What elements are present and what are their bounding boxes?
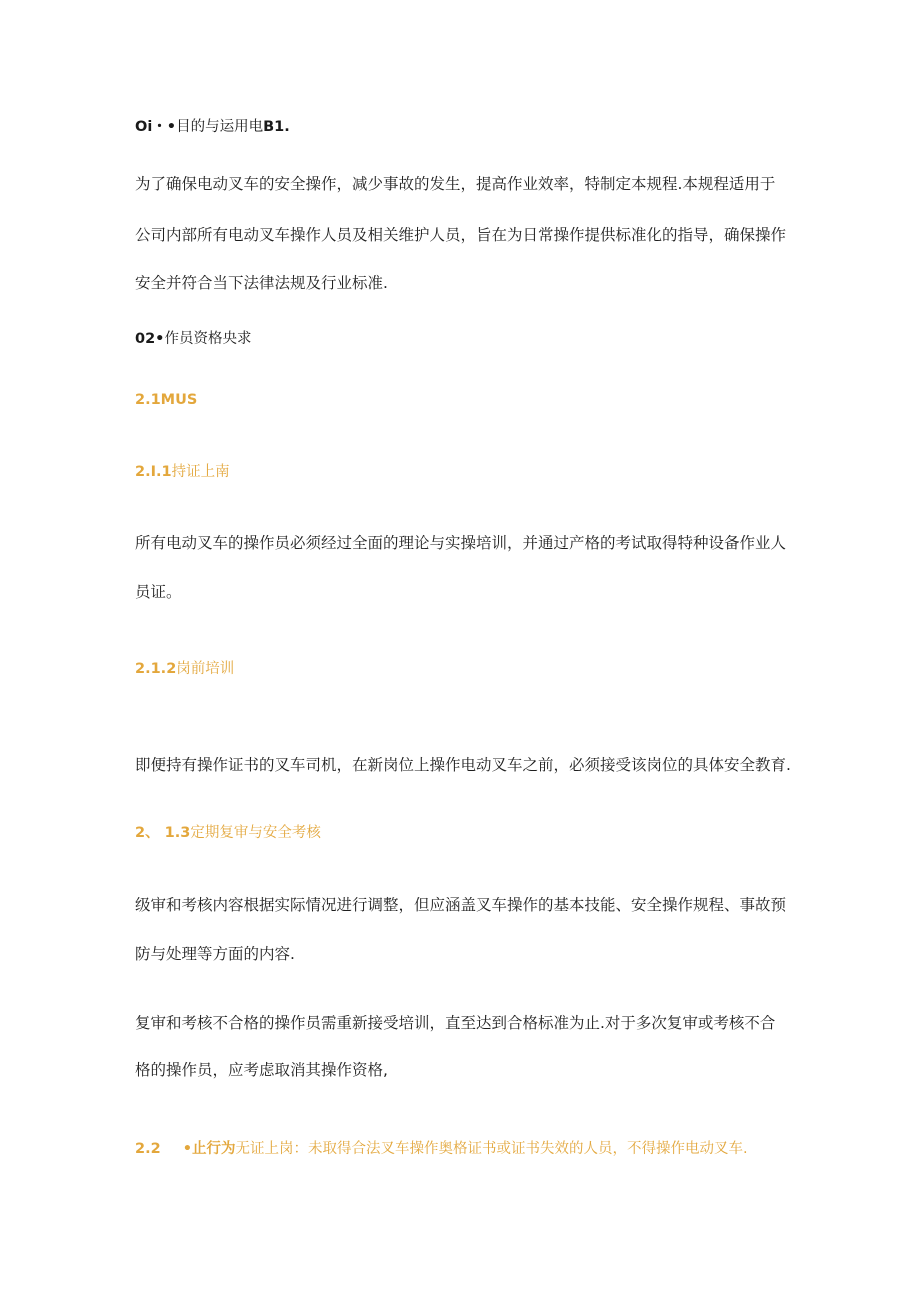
subsection-2-1-3-number: 2、 1.3 — [135, 825, 191, 841]
section-2-number: 02• — [135, 331, 165, 347]
section-2-heading — [135, 329, 251, 349]
section-1-suffix: B1. — [263, 119, 290, 135]
subsection-2-1-heading: 2.1MUS — [135, 392, 198, 408]
subsection-2-1-3-paragraph-a-line-2: 防与处理等方面的内容. — [135, 945, 295, 963]
subsection-2-1-1-paragraph-line-2: 员证。 — [135, 583, 182, 601]
subsection-2-1-3-paragraph-b-line-1: 复审和考核不合格的操作员需重新接受培训，直至达到合格标准为止.对于多次复审或考核不合 — [135, 1014, 776, 1032]
subsection-2-1-3-title: 定期复审与安全考核 — [190, 825, 321, 841]
subsection-2-1-3-heading — [135, 823, 321, 843]
section-1-paragraph-line-3: 安全并符合当下法律法规及行业标准. — [135, 274, 388, 292]
subsection-2-1-1-heading — [135, 462, 230, 482]
section-1-paragraph-line-2: 公司内部所有电动叉车操作人员及相关维护人员，旨在为日常操作提供标准化的指导，确保操作 — [135, 226, 787, 244]
subsection-2-1-3-paragraph-a-line-1: 级审和考核内容根据实际情况进行调整，但应涵盖叉车操作的基本技能、安全操作规程、事故预 — [135, 896, 787, 914]
section-1-number: Oi・• — [135, 119, 177, 135]
subsection-2-1-2-number: 2.1.2 — [135, 661, 177, 677]
subsection-2-1-3-paragraph-b-line-2: 格的操作员，应考虑取消其操作资格, — [135, 1061, 388, 1079]
section-2-title: 作员资格央求 — [164, 331, 252, 347]
subsection-2-2-text: 无证上岗：未取得合法叉车操作奥格证书或证书失效的人员，不得操作电动叉车. — [235, 1141, 748, 1157]
subsection-2-1-2-title: 岗前培训 — [176, 661, 235, 677]
subsection-2-1-2-heading — [135, 659, 234, 679]
subsection-2-1-1-title: 持证上南 — [171, 464, 230, 480]
subsection-2-2-lead: •止行为 — [182, 1141, 236, 1157]
subsection-2-2-number: 2.2 — [135, 1141, 161, 1157]
subsection-2-1-1-paragraph-line-1: 所有电动叉车的操作员必须经过全面的理论与实操培训，并通过产格的考试取得特种设备作业人 — [135, 534, 787, 552]
section-1-heading — [135, 117, 290, 137]
section-1-title: 目的与运用电 — [176, 119, 264, 135]
subsection-2-1-2-paragraph-line-1: 即便持有操作证书的叉车司机，在新岗位上操作电动叉车之前，必须接受该岗位的具体安全教育. — [135, 756, 791, 774]
subsection-2-1-1-number: 2.I.1 — [135, 464, 172, 480]
subsection-2-2-heading — [135, 1139, 748, 1159]
section-1-paragraph-line-1: 为了确保电动叉车的安全操作，减少事故的发生，提高作业效率，特制定本规程.本规程适用于 — [135, 175, 776, 193]
